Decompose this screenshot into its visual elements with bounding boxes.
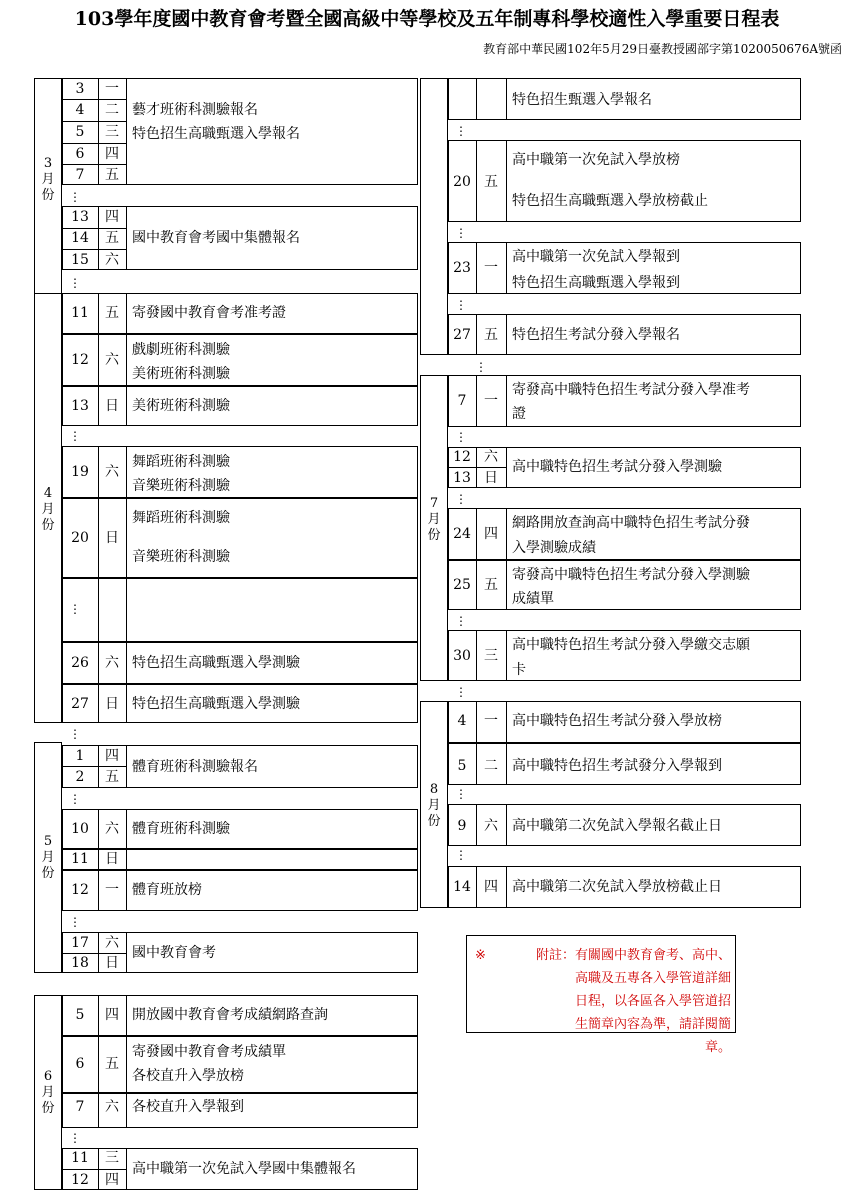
column-divider xyxy=(506,866,507,908)
column-divider xyxy=(126,1036,127,1093)
month-label: 7月份 xyxy=(427,496,441,543)
date: 6 xyxy=(75,146,85,162)
weekday: 六 xyxy=(484,818,498,834)
column-divider xyxy=(126,293,127,334)
schedule-block xyxy=(62,578,418,642)
event-text: 證 xyxy=(512,406,526,422)
continuation-dots: ⋮ xyxy=(455,787,467,801)
weekday: 三 xyxy=(484,648,498,664)
date: 23 xyxy=(453,260,471,276)
weekday: 日 xyxy=(105,851,119,867)
weekday: 六 xyxy=(105,821,119,837)
event-text: 特色招生甄選入學報名 xyxy=(512,92,652,108)
continuation-dots: ⋮ xyxy=(455,848,467,862)
weekday: 四 xyxy=(105,748,119,764)
column-divider xyxy=(506,447,507,488)
event-text: 成績單 xyxy=(512,591,554,607)
event-text: 特色招生高職甄選入學測驗 xyxy=(132,655,300,671)
event-text: 體育班術科測驗 xyxy=(132,821,230,837)
date: 14 xyxy=(453,879,471,895)
date: 20 xyxy=(453,174,471,190)
continuation-dots: ⋮ xyxy=(455,492,467,506)
event-text: 寄發國中教育會考准考證 xyxy=(132,305,286,321)
date: 15 xyxy=(71,252,89,268)
weekday: 六 xyxy=(105,935,119,951)
weekday: 六 xyxy=(105,655,119,671)
column-divider xyxy=(126,642,127,684)
event-text: 各校直升入學報到 xyxy=(132,1099,244,1115)
date: 5 xyxy=(75,124,85,140)
column-divider xyxy=(126,995,127,1036)
continuation-dots: ⋮ xyxy=(455,685,467,699)
event-text: 體育班放榜 xyxy=(132,882,202,898)
weekday: 三 xyxy=(105,124,119,140)
note-mark: ※ xyxy=(475,948,486,963)
event-text: 舞蹈班術科測驗 xyxy=(132,510,230,526)
weekday: 四 xyxy=(484,526,498,542)
date: 13 xyxy=(71,209,89,225)
continuation-dots: ⋮ xyxy=(455,430,467,444)
date: 11 xyxy=(71,305,89,321)
month-frame xyxy=(420,78,448,355)
date: 6 xyxy=(75,1056,85,1072)
date: 17 xyxy=(71,935,89,951)
event-text: 特色招生高職甄選入學放榜截止 xyxy=(512,193,708,209)
date: 7 xyxy=(75,1099,85,1115)
weekday: 六 xyxy=(105,352,119,368)
column-divider xyxy=(506,630,507,681)
weekday: 五 xyxy=(105,167,119,183)
weekday: 日 xyxy=(105,955,119,971)
event-text: 各校直升入學放榜 xyxy=(132,1068,244,1084)
event-text: 特色招生高職甄選入學測驗 xyxy=(132,696,300,712)
date: 14 xyxy=(71,230,89,246)
column-divider xyxy=(506,242,507,294)
event-text: 高中職特色招生考試分發入學測驗 xyxy=(512,459,722,475)
event-text: 國中教育會考 xyxy=(132,945,216,961)
month-label: 5月份 xyxy=(41,834,55,881)
weekday: 六 xyxy=(484,449,498,465)
event-text: 舞蹈班術科測驗 xyxy=(132,454,230,470)
date: 13 xyxy=(453,470,471,486)
page-title: 103學年度國中教育會考暨全國高級中等學校及五年制專科學校適性入學重要日程表 xyxy=(74,8,780,30)
date: 7 xyxy=(457,393,467,409)
event-text: 寄發國中教育會考成績單 xyxy=(132,1044,286,1060)
date: 12 xyxy=(71,882,89,898)
continuation-dots: ⋮ xyxy=(69,190,81,204)
column-divider xyxy=(126,386,127,426)
event-text: 高中職第一次免試入學放榜 xyxy=(512,152,680,168)
weekday: 三 xyxy=(105,1150,119,1166)
date: 5 xyxy=(75,1007,85,1023)
column-divider xyxy=(126,849,127,870)
column-divider xyxy=(126,809,127,849)
column-divider xyxy=(126,498,127,578)
event-text: 開放國中教育會考成績網路查詢 xyxy=(132,1007,328,1023)
continuation-dots: ⋮ xyxy=(69,727,81,741)
column-divider xyxy=(126,446,127,498)
event-text: 美術班術科測驗 xyxy=(132,398,230,414)
date: 7 xyxy=(75,167,85,183)
event-text: 體育班術科測驗報名 xyxy=(132,759,258,775)
date: 11 xyxy=(71,1150,89,1166)
weekday: 二 xyxy=(105,102,119,118)
weekday: 五 xyxy=(484,327,498,343)
weekday: 四 xyxy=(105,209,119,225)
continuation-dots: ⋮ xyxy=(69,429,81,443)
continuation-dots: ⋮ xyxy=(69,915,81,929)
event-text: 特色招生高職甄選入學報到 xyxy=(512,275,680,291)
weekday: 一 xyxy=(105,81,119,97)
weekday: 一 xyxy=(484,260,498,276)
date: 12 xyxy=(71,352,89,368)
event-text: 高中職特色招生考試分發入學繳交志願 xyxy=(512,637,750,653)
event-text: 寄發高中職特色招生考試分發入學准考 xyxy=(512,382,750,398)
date: 10 xyxy=(71,821,89,837)
document-reference: 教育部中華民國102年5月29日臺教授國部字第1020050676A號函 xyxy=(483,42,842,56)
event-text: 卡 xyxy=(512,662,526,678)
continuation-dots: ⋮ xyxy=(455,124,467,138)
event-text: 寄發高中職特色招生考試分發入學測驗 xyxy=(512,567,750,583)
date: 4 xyxy=(75,102,85,118)
weekday: 四 xyxy=(484,879,498,895)
date: 30 xyxy=(453,648,471,664)
event-text: 網路開放查詢高中職特色招生考試分發 xyxy=(512,515,750,531)
date: 12 xyxy=(453,449,471,465)
continuation-dots: ⋮ xyxy=(455,298,467,312)
column-divider xyxy=(126,334,127,386)
column-divider xyxy=(126,745,127,788)
weekday: 日 xyxy=(105,398,119,414)
weekday: 五 xyxy=(105,769,119,785)
date: 12 xyxy=(71,1172,89,1188)
weekday: 四 xyxy=(105,1007,119,1023)
month-label: 6月份 xyxy=(41,1069,55,1116)
column-divider xyxy=(506,314,507,355)
column-divider xyxy=(506,804,507,846)
date: 2 xyxy=(75,769,85,785)
date: 1 xyxy=(75,748,85,764)
event-text: 國中教育會考國中集體報名 xyxy=(132,230,300,246)
column-divider xyxy=(126,578,127,642)
column-divider xyxy=(126,932,127,973)
month-label: 4月份 xyxy=(41,486,55,533)
event-text: 入學測驗成績 xyxy=(512,540,596,556)
column-divider xyxy=(506,78,507,120)
weekday: 五 xyxy=(105,1056,119,1072)
weekday: 日 xyxy=(484,470,498,486)
event-text: 音樂班術科測驗 xyxy=(132,478,230,494)
weekday: 一 xyxy=(484,713,498,729)
date: 13 xyxy=(71,398,89,414)
date: 25 xyxy=(453,577,471,593)
date: 4 xyxy=(457,713,467,729)
column-divider xyxy=(476,78,477,120)
column-divider xyxy=(506,701,507,743)
column-divider xyxy=(126,78,127,185)
column-divider xyxy=(506,508,507,560)
weekday: 六 xyxy=(105,252,119,268)
event-text: 藝才班術科測驗報名 xyxy=(132,102,258,118)
month-label: 8月份 xyxy=(427,782,441,829)
event-text: 高中職特色招生考試發分入學報到 xyxy=(512,758,722,774)
weekday: 五 xyxy=(484,174,498,190)
weekday: 六 xyxy=(105,1099,119,1115)
weekday: 五 xyxy=(105,305,119,321)
event-text: 高中職第二次免試入學報名截止日 xyxy=(512,818,722,834)
continuation-dots: ⋮ xyxy=(69,602,81,616)
weekday: 二 xyxy=(484,758,498,774)
column-divider xyxy=(506,560,507,610)
continuation-dots: ⋮ xyxy=(69,276,81,290)
weekday: 日 xyxy=(105,696,119,712)
continuation-dots: ⋮ xyxy=(455,614,467,628)
column-divider xyxy=(506,743,507,785)
event-text: 特色招生高職甄選入學報名 xyxy=(132,126,300,142)
footnote-box xyxy=(466,935,736,1055)
continuation-dots: ⋮ xyxy=(69,1131,81,1145)
note-text: 附註：有關國中教育會考、高中、高職及五專各入學管道詳細日程，以各區各入學管道招生簡章內容為準，請詳閱簡章。 xyxy=(535,948,731,1055)
date: 18 xyxy=(71,955,89,971)
column-divider xyxy=(126,870,127,911)
event-text: 特色招生考試分發入學報名 xyxy=(512,327,680,343)
weekday: 日 xyxy=(105,530,119,546)
event-text: 高中職特色招生考試分發入學放榜 xyxy=(512,713,722,729)
weekday: 四 xyxy=(105,1172,119,1188)
date: 19 xyxy=(71,464,89,480)
continuation-dots: ⋮ xyxy=(69,792,81,806)
event-text: 高中職第二次免試入學放榜截止日 xyxy=(512,879,722,895)
weekday: 五 xyxy=(105,230,119,246)
column-divider xyxy=(126,1093,127,1128)
event-text: 美術班術科測驗 xyxy=(132,366,230,382)
column-divider xyxy=(98,578,99,642)
date: 27 xyxy=(71,696,89,712)
date: 27 xyxy=(453,327,471,343)
event-text: 高中職第一次免試入學國中集體報名 xyxy=(132,1161,356,1177)
column-divider xyxy=(506,140,507,222)
column-divider xyxy=(126,206,127,270)
date: 24 xyxy=(453,526,471,542)
date: 20 xyxy=(71,530,89,546)
continuation-dots: ⋮ xyxy=(475,360,487,374)
weekday: 六 xyxy=(105,464,119,480)
weekday: 五 xyxy=(484,577,498,593)
event-text: 戲劇班術科測驗 xyxy=(132,342,230,358)
weekday: 一 xyxy=(105,882,119,898)
month-label: 3月份 xyxy=(41,156,55,203)
weekday: 四 xyxy=(105,146,119,162)
continuation-dots: ⋮ xyxy=(455,226,467,240)
date: 3 xyxy=(75,81,85,97)
date: 9 xyxy=(457,818,467,834)
date: 5 xyxy=(457,758,467,774)
date: 26 xyxy=(71,655,89,671)
event-text: 音樂班術科測驗 xyxy=(132,549,230,565)
column-divider xyxy=(506,375,507,427)
weekday: 一 xyxy=(484,393,498,409)
event-text: 高中職第一次免試入學報到 xyxy=(512,249,680,265)
date: 11 xyxy=(71,851,89,867)
column-divider xyxy=(126,1148,127,1190)
column-divider xyxy=(126,684,127,723)
